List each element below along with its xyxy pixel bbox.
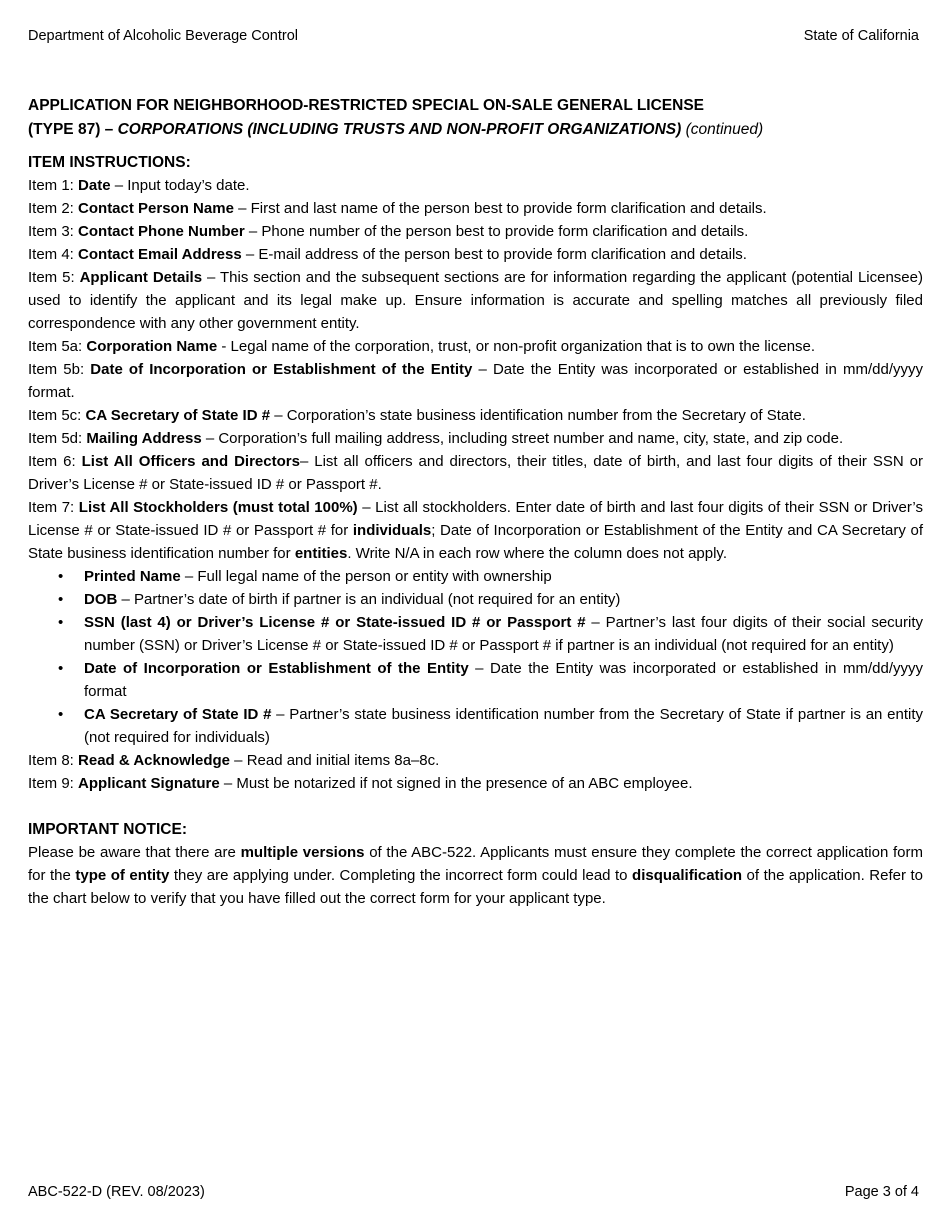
instruction-item [28, 266, 923, 335]
item-label: Read & Acknowledge [78, 752, 231, 769]
instruction-item [28, 335, 923, 358]
item-label: Applicant Details [79, 269, 203, 286]
instruction-item [28, 749, 923, 772]
bullet-label: Date of Incorporation or Establishment of the Entity [84, 660, 469, 677]
item-label: List All Officers and Directors [81, 453, 300, 470]
item-prefix: Item 1: [28, 177, 79, 194]
instruction-item [28, 404, 923, 427]
item-7-text-2: ; Date of Incorporation or Establishment of the Entity and CA Secretary of State business identification number for [28, 522, 924, 562]
notice-text [28, 841, 923, 910]
item-description: – List all officers and directors, their titles, date of birth, and last four digits of their SSN or Driver’s License # or State-issued ID # or Passport #. [28, 453, 923, 493]
instruction-item [28, 772, 923, 795]
item-7-text-1: – List all stockholders. Enter date of birth and last four digits of their SSN or Driver’s License # or State-issued ID # or Passport # for [28, 499, 923, 539]
bullet-description: – Partner’s state business identification number from the Secretary of State if partner is an entity (not required for individuals) [84, 706, 923, 746]
department-name: Department of Alcoholic Beverage Control [28, 28, 299, 44]
item-description: – Date the Entity was incorporated or established in mm/dd/yyyy format. [28, 361, 923, 401]
notice-text-4: of the application. Refer to the chart below to verify that you have filled out the correct form for your applicant type. [28, 867, 924, 907]
item-description: – This section and the subsequent sections are for information regarding the applicant (potential Licensee) used to identify the applicant and its legal make up. Ensure information is accurate and spelling matches all previously filed correspondence with any other government entity. [28, 269, 923, 332]
instruction-item [28, 174, 923, 197]
item-7-individuals: individuals [352, 522, 432, 539]
bullet-description: – Partner’s date of birth if partner is an individual (not required for an entity) [117, 591, 621, 608]
item-description: – Must be notarized if not signed in the presence of an ABC employee. [219, 775, 693, 792]
item-label: Date [78, 177, 111, 194]
item-prefix: Item 2: [28, 200, 79, 217]
item-prefix: Item 9: [28, 775, 79, 792]
title-entity-type: CORPORATIONS (INCLUDING TRUSTS AND NON-PROFIT ORGANIZATIONS) [117, 121, 682, 138]
item-label: Mailing Address [86, 430, 202, 447]
item-prefix: Item 8: [28, 752, 79, 769]
instructions-list [28, 174, 923, 496]
notice-multiple-versions: multiple versions [240, 844, 365, 861]
bullet-item [28, 588, 923, 611]
bullet-item [28, 657, 923, 703]
notice-heading: IMPORTANT NOTICE: [28, 821, 188, 838]
instruction-item [28, 197, 923, 220]
bullet-description: – Date the Entity was incorporated or established in mm/dd/yyyy format [84, 660, 923, 700]
item-7-prefix: Item 7: [28, 499, 79, 516]
bullet-item [28, 703, 923, 749]
item-label: Corporation Name [86, 338, 218, 355]
instruction-item [28, 450, 923, 496]
item-description: – Read and initial items 8a–8c. [230, 752, 440, 769]
bullet-label: CA Secretary of State ID # [84, 706, 272, 723]
form-id: ABC-522-D (REV. 08/2023) [28, 1184, 205, 1200]
item-7-entities: entities [294, 545, 348, 562]
instructions-list-after [28, 749, 923, 795]
item-description: – First and last name of the person best to provide form clarification and details. [233, 200, 767, 217]
instruction-item [28, 220, 923, 243]
bullet-description: – Full legal name of the person or entity with ownership [180, 568, 552, 585]
title-type: (TYPE 87) – [28, 121, 118, 138]
item-prefix: Item 4: [28, 246, 79, 263]
item-prefix: Item 3: [28, 223, 79, 240]
title-line-1: APPLICATION FOR NEIGHBORHOOD-RESTRICTED SPECIAL ON-SALE GENERAL LICENSE [28, 97, 705, 114]
item-description: – Corporation’s full mailing address, including street number and name, city, state, and zip code. [201, 430, 844, 447]
page-number: Page 3 of 4 [844, 1184, 919, 1200]
notice-text-2: of the ABC-522. Applicants must ensure they complete the correct application form for the [28, 844, 924, 884]
item-7 [28, 496, 923, 565]
item-label: Contact Person Name [78, 200, 234, 217]
content [28, 94, 923, 910]
item-description: – Corporation’s state business identification number from the Secretary of State. [270, 407, 806, 424]
form-title [28, 94, 923, 142]
item-description: – Input today’s date. [110, 177, 250, 194]
bullet-description: – Partner’s last four digits of their social security number (SSN) or Driver’s License # or State-issued ID # or Passport # if partner is an individual (not required for an entity) [84, 614, 923, 654]
item-label: CA Secretary of State ID # [85, 407, 271, 424]
item-label: Contact Phone Number [78, 223, 245, 240]
item-label: Contact Email Address [78, 246, 242, 263]
notice-text-1: Please be aware that there are [28, 844, 241, 861]
item-prefix: Item 6: [28, 453, 82, 470]
item-prefix: Item 5a: [28, 338, 87, 355]
bullet-item [28, 611, 923, 657]
bullet-label: DOB [84, 591, 118, 608]
item-label: Applicant Signature [78, 775, 220, 792]
item-prefix: Item 5c: [28, 407, 86, 424]
instruction-item [28, 427, 923, 450]
stockholder-column-list [28, 565, 923, 749]
item-description: – E-mail address of the person best to provide form clarification and details. [241, 246, 747, 263]
notice-type-of-entity: type of entity [75, 867, 170, 884]
bullet-label: SSN (last 4) or Driver’s License # or State-issued ID # or Passport # [84, 614, 586, 631]
item-label: Date of Incorporation or Establishment of the Entity [90, 361, 473, 378]
item-prefix: Item 5b: [28, 361, 91, 378]
instruction-item [28, 358, 923, 404]
notice-disqualification: disqualification [632, 867, 743, 884]
title-continued: (continued) [681, 121, 764, 138]
title-line-2 [28, 118, 923, 142]
item-7-text-3: . Write N/A in each row where the column does not apply. [347, 545, 727, 562]
item-description: – Phone number of the person best to provide form clarification and details. [244, 223, 749, 240]
instruction-item [28, 243, 923, 266]
item-prefix: Item 5d: [28, 430, 87, 447]
bullet-item [28, 565, 923, 588]
item-prefix: Item 5: [28, 269, 80, 286]
item-description: - Legal name of the corporation, trust, or non-profit organization that is to own the license. [217, 338, 816, 355]
notice-text-3: they are applying under. Completing the incorrect form could lead to [169, 867, 633, 884]
state-name: State of California [803, 28, 919, 44]
item-7-label: List All Stockholders (must total 100%) [78, 499, 358, 516]
bullet-label: Printed Name [84, 568, 181, 585]
instructions-heading: ITEM INSTRUCTIONS: [28, 154, 191, 171]
